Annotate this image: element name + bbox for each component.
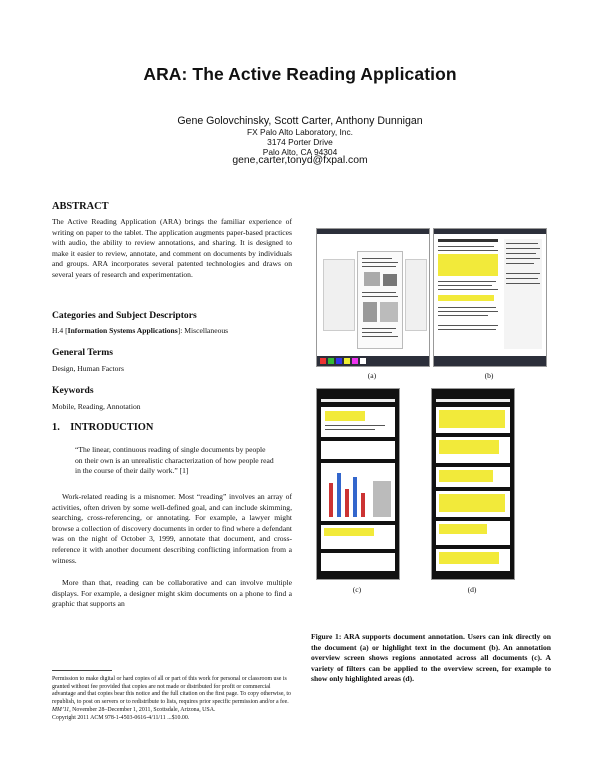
venue-details: November 28–December 1, 2011, Scottsdale, Arizona, USA. bbox=[70, 706, 216, 713]
affiliation-street: 3174 Porter Drive bbox=[267, 137, 333, 147]
categories-text bbox=[52, 326, 292, 337]
venue-name: MM’11, bbox=[52, 706, 71, 713]
chart-thumbnail bbox=[321, 463, 395, 521]
figure-panel-c bbox=[316, 388, 400, 580]
introduction-heading bbox=[52, 422, 292, 433]
keywords-heading: Keywords bbox=[52, 385, 94, 396]
introduction-para-1: Work-related reading is a misnomer. Most “reading” involves an array of activities, often driven by some well-defined goal, and can include skimming, searching, cross-referencing, or annotating. For example, a lawyer might browse a collection of discovery documents in order to find where a defendant was on the night of October 3, 1999, annotate that document, and cross-reference it with another document describing conflicting information from a witness. bbox=[52, 492, 292, 565]
status-bar bbox=[434, 229, 546, 234]
permission-notice: Permission to make digital or hard copies of all or part of this work for personal or classroom use is granted without fee provided that copies are not made or distributed for profit or commercial advantage and that copies bear this notice and the full citation on the first page. To copy otherwise, to republish, to post on servers or to redistribute to lists, requires prior specific permission and/or a fee. bbox=[52, 676, 291, 706]
section-title: INTRODUCTION bbox=[70, 422, 154, 433]
figure-caption: Figure 1: ARA supports document annotation. Users can ink directly on the document (a) or highlight text in the document (b). An annotation overview screen shows regions annotated across all documents (c). A variety of filters can be applied to the overview screen, for example to show only highlighted areas (d). bbox=[311, 632, 551, 684]
section-number: 1. bbox=[52, 422, 60, 433]
venue-line bbox=[52, 707, 292, 715]
figure-panel-d bbox=[431, 388, 515, 580]
abstract-text: The Active Reading Application (ARA) brings the familiar experience of writing on paper to the tablet. The application augments paper-based practices with audio, the ability to review annotations, and sharing. It is designed to make it easier to review, annotate, and comment on documents by individuals and groups. ARA incorporates several patented technologies and draws on several years of research and experimentation. bbox=[52, 217, 292, 279]
side-text-column bbox=[504, 239, 542, 349]
affiliation-city: Palo Alto, CA 94304 bbox=[262, 147, 338, 157]
keywords-text: Mobile, Reading, Annotation bbox=[52, 402, 141, 411]
prev-page-thumbnail bbox=[323, 259, 355, 331]
author-list: Gene Golovchinsky, Scott Carter, Anthony Dunnigan bbox=[177, 115, 423, 127]
figure-1 bbox=[311, 228, 551, 600]
figure-label-a: (a) bbox=[367, 371, 377, 380]
copyright-line: Copyright 2011 ACM 978-1-4503-0616-4/11/11 ...$10.00. bbox=[52, 714, 190, 721]
figure-label-d: (d) bbox=[467, 585, 477, 594]
categories-bold: Information Systems Applications bbox=[67, 326, 178, 335]
highlighted-region bbox=[438, 254, 498, 276]
paper-title: ARA: The Active Reading Application bbox=[143, 64, 457, 84]
figure-panel-a bbox=[316, 228, 430, 367]
introduction-para-2: More than that, reading can be collaborative and can involve multiple displays. For example, a designer might skim documents on a phone to find a graphic that supports an bbox=[52, 578, 292, 609]
toolbar bbox=[434, 356, 546, 366]
next-page-thumbnail bbox=[405, 259, 427, 331]
page-thumbnail bbox=[357, 251, 403, 349]
figure-panel-b bbox=[433, 228, 547, 367]
author-email: gene,carter,tonyd@fxpal.com bbox=[232, 155, 368, 166]
general-terms-heading: General Terms bbox=[52, 347, 114, 358]
affiliation bbox=[0, 127, 600, 157]
status-bar bbox=[317, 229, 429, 234]
introduction-quote: “The linear, continuous reading of single documents by people on their own is an unrealistic characterization of how people read in the course of their daily work.” [1] bbox=[75, 445, 274, 476]
footnote bbox=[52, 676, 292, 722]
overview-strip bbox=[321, 407, 395, 437]
general-terms-text: Design, Human Factors bbox=[52, 364, 124, 373]
categories-rest: ]: Miscellaneous bbox=[177, 326, 229, 335]
toolbar bbox=[317, 356, 429, 366]
figure-label-c: (c) bbox=[352, 585, 362, 594]
affiliation-org: FX Palo Alto Laboratory, Inc. bbox=[247, 127, 353, 137]
categories-heading: Categories and Subject Descriptors bbox=[52, 310, 197, 321]
footnote-rule bbox=[52, 670, 112, 671]
categories-code: H.4 [ bbox=[52, 326, 68, 335]
figure-label-b: (b) bbox=[484, 371, 494, 380]
abstract-heading: ABSTRACT bbox=[52, 201, 109, 212]
